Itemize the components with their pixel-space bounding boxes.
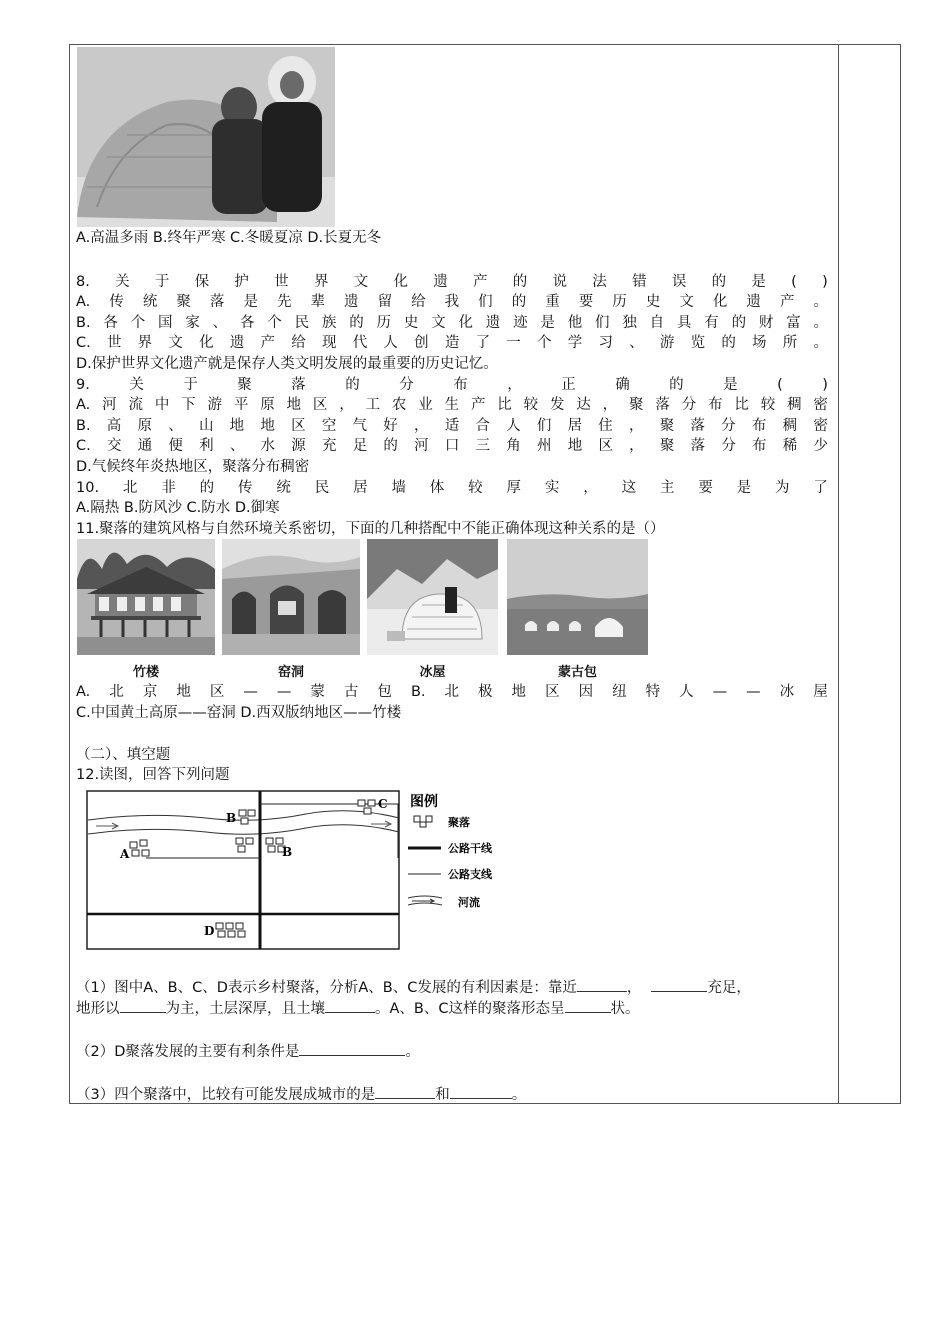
- q12-part2-text-a: （2）D聚落发展的主要有利条件是: [76, 1044, 300, 1060]
- text-char: 聚: [659, 418, 675, 434]
- text-char: 落: [291, 377, 306, 393]
- text-char: 产: [779, 294, 795, 310]
- legend-settlement: 聚落: [448, 816, 470, 829]
- text-char: 好: [383, 418, 398, 434]
- text-char: 原: [260, 397, 275, 413]
- text-char: 包: [377, 684, 392, 700]
- q9-stem: [76, 376, 828, 394]
- q12-part2-text-b: 。: [405, 1044, 420, 1060]
- text-char: 是: [540, 315, 555, 331]
- q12-part3-text-c: 。: [511, 1087, 527, 1103]
- text-char: B.: [410, 684, 426, 700]
- text-char: 的: [349, 315, 364, 331]
- text-char: 化: [458, 315, 473, 331]
- text-char: 区: [291, 418, 306, 434]
- text-char: 州: [537, 438, 552, 454]
- legend-branch-road: 公路支线: [448, 868, 492, 881]
- q9-option-a: [76, 396, 828, 414]
- text-char: 个: [267, 315, 282, 331]
- text-char: 分: [721, 418, 736, 434]
- q12-part1-text-e: 为主，土层深厚，且土壤: [165, 1001, 325, 1017]
- text-char: 源: [291, 438, 306, 454]
- text-char: 现: [321, 335, 337, 351]
- text-char: 说: [552, 274, 568, 290]
- text-char: 代: [352, 335, 368, 351]
- text-char: 河: [414, 438, 429, 454]
- map-label-c: C: [378, 797, 388, 811]
- text-char: 留: [377, 294, 393, 310]
- text-char: 化: [712, 294, 728, 310]
- text-char: 较: [468, 480, 483, 496]
- blank-city-2[interactable]: [450, 1084, 512, 1099]
- text-char: —: [712, 684, 728, 700]
- text-char: 生: [444, 397, 460, 413]
- text-char: 文: [353, 274, 369, 290]
- q12-part1-text-f: 。A、B、C这样的聚落形态呈: [375, 1001, 565, 1017]
- text-char: 8.: [76, 274, 90, 290]
- text-char: 地: [511, 684, 527, 700]
- q9-option-d: D.气候终年炎热地区，聚落分布稠密: [76, 459, 310, 475]
- text-char: 民: [294, 315, 310, 331]
- text-char: 落: [209, 294, 225, 310]
- text-char: 造: [444, 335, 460, 351]
- text-char: 历: [612, 294, 627, 310]
- igloo-children-photo: [77, 47, 335, 227]
- blank-soil[interactable]: [325, 998, 375, 1013]
- text-char: 区: [312, 397, 328, 413]
- text-char: 原: [137, 418, 152, 434]
- text-char: 比: [497, 397, 512, 413]
- text-char: B.: [76, 418, 91, 434]
- text-char: 交: [106, 438, 122, 454]
- text-char: 聚: [659, 438, 675, 454]
- text-char: 9.: [76, 377, 90, 393]
- text-char: 区: [598, 438, 613, 454]
- text-char: 于: [183, 377, 198, 393]
- text-char: 们: [478, 294, 493, 310]
- text-char: 达: [576, 397, 591, 413]
- text-char: 辈: [310, 294, 325, 310]
- text-char: 中: [154, 397, 170, 413]
- text-char: 、: [212, 315, 228, 331]
- text-char: 人: [383, 335, 398, 351]
- q9-option-c: [76, 437, 828, 455]
- text-char: 。: [813, 315, 828, 331]
- blank-d-condition[interactable]: [299, 1041, 405, 1056]
- text-char: 气: [352, 418, 368, 434]
- text-char: 的: [383, 438, 398, 454]
- text-char: 家: [185, 315, 200, 331]
- q12-part3-text-b: 和: [435, 1087, 450, 1103]
- text-char: 的: [669, 377, 684, 393]
- text-char: 足: [352, 438, 368, 454]
- text-char: 的: [721, 335, 736, 351]
- text-char: —: [276, 684, 292, 700]
- text-char: 业: [418, 397, 433, 413]
- text-char: 遗: [344, 294, 359, 310]
- text-char: 化: [199, 335, 214, 351]
- text-char: 充: [321, 438, 337, 454]
- text-char: ，: [507, 377, 522, 393]
- text-char: 界: [137, 335, 153, 351]
- text-char: 化: [393, 274, 408, 290]
- text-char: 文: [679, 294, 694, 310]
- text-char: 各: [103, 315, 118, 331]
- text-char: 聚: [237, 377, 252, 393]
- q9-option-b: [76, 417, 828, 435]
- text-char: 重: [545, 294, 560, 310]
- text-char: 农: [391, 397, 407, 413]
- text-char: 分: [721, 438, 736, 454]
- text-char: 独: [622, 315, 637, 331]
- question-table: [69, 44, 901, 1104]
- text-char: 极: [478, 684, 493, 700]
- text-char: 落: [690, 438, 706, 454]
- igloo-photo: [367, 539, 498, 655]
- caption-cave-dwelling: 窑洞: [277, 665, 304, 680]
- blank-terrain[interactable]: [120, 998, 166, 1013]
- text-char: 居: [567, 418, 583, 434]
- text-char: 览: [690, 335, 706, 351]
- text-char: ，: [339, 397, 354, 413]
- text-char: 确: [615, 377, 630, 393]
- text-char: 世: [106, 335, 122, 351]
- text-char: 遗: [746, 294, 761, 310]
- text-char: 高: [106, 418, 122, 434]
- legend-title: 图例: [410, 794, 438, 810]
- text-char: 蒙: [310, 684, 325, 700]
- text-char: 北: [122, 480, 138, 496]
- text-char: 因: [578, 684, 594, 700]
- text-char: 族: [321, 315, 337, 331]
- text-char: 个: [537, 335, 552, 351]
- text-char: 住: [598, 418, 613, 434]
- text-char: 落: [690, 418, 705, 434]
- q12-part3-text-a: （3）四个聚落中，比较有可能发展成城市的是: [76, 1087, 376, 1103]
- text-char: 世: [274, 274, 289, 290]
- text-char: 分: [399, 377, 414, 393]
- text-char: 落: [655, 397, 670, 413]
- text-char: 实: [544, 480, 560, 496]
- text-char: 三: [475, 438, 491, 454]
- text-char: 聚: [629, 397, 644, 413]
- text-char: 遗: [485, 315, 501, 331]
- text-char: 是: [751, 274, 766, 290]
- text-char: ，: [583, 480, 598, 496]
- text-char: 迹: [513, 315, 528, 331]
- text-char: 场: [752, 335, 767, 351]
- text-char: 北: [444, 684, 460, 700]
- q8-option-a: [76, 293, 828, 311]
- text-char: 少: [813, 438, 828, 454]
- text-char: 正: [561, 377, 576, 393]
- text-char: 北: [109, 684, 124, 700]
- legend-river: 河流: [458, 896, 480, 909]
- text-char: 特: [645, 684, 661, 700]
- section-fill-blank-title: （二）、填空题: [76, 747, 171, 763]
- text-char: 平: [233, 397, 249, 413]
- text-char: 较: [760, 397, 776, 413]
- text-char: 史: [645, 294, 661, 310]
- text-char: 为: [775, 480, 790, 496]
- bamboo-house-photo: [77, 539, 215, 655]
- text-char: 利: [199, 438, 214, 454]
- text-char: 游: [659, 335, 675, 351]
- text-char: 国: [158, 315, 173, 331]
- text-char: 这: [621, 480, 637, 496]
- text-char: 、: [629, 335, 644, 351]
- caption-bamboo-house: 竹楼: [132, 665, 159, 680]
- text-char: 遗: [229, 335, 245, 351]
- text-char: 误: [671, 274, 687, 290]
- blank-shape[interactable]: [565, 998, 611, 1013]
- text-char: 给: [291, 335, 306, 351]
- text-char: 学: [567, 335, 583, 351]
- text-char: 、: [168, 418, 183, 434]
- text-char: 稠: [782, 418, 798, 434]
- text-char: A.: [76, 397, 91, 413]
- q12-part1-text-d: 地形以: [76, 1001, 120, 1017]
- q11-stem: 11.聚落的建筑风格与自然环境关系密切，下面的几种搭配中不能正确体现这种关系的是（）: [76, 521, 665, 537]
- text-char: 地: [229, 418, 245, 434]
- text-char: 个: [130, 315, 146, 331]
- text-char: 是: [243, 294, 258, 310]
- text-char: 合: [475, 418, 490, 434]
- text-char: 界: [313, 274, 329, 290]
- text-char: 区: [209, 684, 225, 700]
- text-char: 财: [758, 315, 774, 331]
- caption-igloo: 冰屋: [419, 665, 446, 680]
- text-char: 们: [595, 315, 610, 331]
- text-char: 比: [734, 397, 749, 413]
- settlement-map: [86, 788, 536, 953]
- text-char: 布: [752, 438, 767, 454]
- q12-part2: [76, 1041, 420, 1061]
- text-char: 关: [129, 377, 144, 393]
- text-char: 冰: [779, 684, 795, 700]
- table-divider: [838, 45, 839, 1103]
- text-char: 传: [109, 294, 124, 310]
- text-char: 密: [813, 418, 828, 434]
- text-char: 文: [431, 315, 446, 331]
- text-char: 水: [260, 438, 276, 454]
- text-char: 工: [365, 397, 381, 413]
- text-char: 下: [181, 397, 196, 413]
- text-char: 人: [679, 684, 694, 700]
- text-char: 的: [711, 274, 727, 290]
- text-char: 墙: [391, 480, 406, 496]
- q8-option-c: [76, 334, 828, 352]
- text-char: 主: [659, 480, 675, 496]
- text-char: 们: [536, 418, 552, 434]
- text-char: B.: [76, 315, 91, 331]
- text-char: 布: [751, 418, 767, 434]
- text-char: 10.: [76, 480, 100, 496]
- text-char: 、: [229, 438, 245, 454]
- q8-stem: [76, 273, 828, 291]
- text-char: 的: [731, 315, 747, 331]
- text-char: 于: [154, 274, 170, 290]
- text-char: 山: [198, 418, 214, 434]
- text-char: 密: [813, 397, 828, 413]
- q12-stem: 12.读图，回答下列问题: [76, 767, 230, 783]
- q12-part1-text-g: 状。: [610, 1001, 640, 1017]
- text-char: 地: [260, 418, 275, 434]
- blank-city-1[interactable]: [375, 1084, 435, 1099]
- text-char: ，: [629, 418, 644, 434]
- text-char: 具: [676, 315, 692, 331]
- text-char: 护: [234, 274, 249, 290]
- text-char: 史: [403, 315, 419, 331]
- text-char: 稀: [782, 438, 798, 454]
- text-char: ): [822, 377, 828, 393]
- text-char: 历: [376, 315, 391, 331]
- text-char: 他: [567, 315, 583, 331]
- q12-part1-text-a: （1）图中A、B、C、D表示乡村聚落，分析A、B、C发展的有利因素是：靠近: [76, 980, 577, 996]
- text-char: 民: [314, 480, 330, 496]
- text-char: 产: [473, 274, 488, 290]
- text-char: 发: [549, 397, 565, 413]
- text-char: 聚: [176, 294, 191, 310]
- text-char: 通: [137, 438, 153, 454]
- text-char: ): [822, 274, 828, 290]
- text-char: 空: [321, 418, 337, 434]
- q11-options-cd: C.中国黄土高原——窑洞 D.西双版纳地区——竹楼: [76, 705, 402, 721]
- text-char: 统: [276, 480, 291, 496]
- text-char: ，: [602, 397, 618, 413]
- q11-options-ab: [76, 683, 828, 701]
- text-char: 统: [142, 294, 158, 310]
- text-char: 我: [444, 294, 460, 310]
- text-char: 非: [161, 480, 176, 496]
- map-label-b-south: B: [282, 845, 293, 859]
- text-char: 稠: [787, 397, 802, 413]
- text-char: 居: [353, 480, 368, 496]
- text-char: 法: [592, 274, 607, 290]
- text-char: 京: [142, 684, 158, 700]
- text-char: C.: [76, 335, 91, 351]
- text-char: 。: [813, 294, 828, 310]
- map-label-b-north: B: [226, 811, 237, 825]
- text-char: A.: [76, 684, 91, 700]
- q8-option-d: D.保护世界文化遗产就是保存人类文明发展的最重要的历史记忆。: [76, 356, 498, 372]
- text-char: 屋: [813, 684, 828, 700]
- text-char: 了: [813, 480, 828, 496]
- text-char: C.: [76, 438, 91, 454]
- text-char: 地: [567, 438, 583, 454]
- text-char: 传: [238, 480, 253, 496]
- legend-main-road: 公路干线: [448, 842, 492, 855]
- text-char: 。: [813, 335, 828, 351]
- text-char: 体: [429, 480, 445, 496]
- text-char: 古: [343, 684, 359, 700]
- text-char: 习: [598, 335, 613, 351]
- cave-dwelling-photo: [222, 539, 360, 655]
- text-char: 是: [736, 480, 752, 496]
- text-char: 所: [782, 335, 798, 351]
- text-char: 产: [470, 397, 486, 413]
- map-label-d: D: [204, 924, 215, 938]
- legend-settlement-icon: [414, 816, 432, 827]
- text-char: (: [791, 274, 797, 290]
- text-char: 遗: [433, 274, 448, 290]
- text-char: 区: [545, 684, 560, 700]
- text-char: 人: [506, 418, 521, 434]
- q8-option-b: [76, 314, 828, 332]
- q10-options: A.隔热 B.防风沙 C.防水 D.御寒: [76, 500, 280, 516]
- text-char: 各: [239, 315, 255, 331]
- text-char: 纽: [612, 684, 627, 700]
- text-char: 分: [681, 397, 697, 413]
- q12-part3: [76, 1084, 526, 1104]
- text-char: 较: [523, 397, 539, 413]
- text-char: ，: [629, 438, 644, 454]
- text-char: 流: [128, 397, 143, 413]
- q12-part1-line1: [76, 977, 751, 997]
- text-char: 游: [207, 397, 222, 413]
- text-char: —: [746, 684, 761, 700]
- text-char: 河: [102, 397, 117, 413]
- text-char: A.: [76, 294, 91, 310]
- q12-part1-text-c: 充足，: [707, 980, 751, 996]
- text-char: 适: [444, 418, 460, 434]
- text-char: 角: [506, 438, 521, 454]
- text-char: 要: [698, 480, 713, 496]
- blank-sufficient[interactable]: [651, 977, 707, 992]
- text-char: 厚: [506, 480, 522, 496]
- text-char: 富: [786, 315, 801, 331]
- map-label-a: A: [120, 847, 130, 861]
- text-char: ，: [413, 418, 429, 434]
- text-char: 的: [511, 294, 527, 310]
- text-char: 保: [194, 274, 210, 290]
- text-char: 是: [723, 377, 738, 393]
- text-char: 的: [512, 274, 528, 290]
- blank-near[interactable]: [577, 977, 627, 992]
- text-char: 了: [475, 335, 491, 351]
- caption-yurt: 蒙古包: [557, 665, 597, 680]
- text-char: 布: [453, 377, 468, 393]
- text-char: 要: [578, 294, 594, 310]
- text-char: 给: [411, 294, 426, 310]
- text-char: 的: [199, 480, 215, 496]
- text-char: (: [777, 377, 783, 393]
- text-char: 口: [444, 438, 460, 454]
- text-char: 先: [276, 294, 292, 310]
- yurt-photo: [507, 539, 648, 655]
- text-char: 地: [176, 684, 191, 700]
- text-char: 关: [115, 274, 130, 290]
- text-char: 的: [345, 377, 360, 393]
- text-char: 一: [506, 335, 521, 351]
- text-char: 创: [414, 335, 429, 351]
- q7-options: A.高温多雨 B.终年严寒 C.冬暖夏凉 D.长夏无冬: [76, 230, 382, 246]
- legend-river-symbol: [408, 896, 442, 905]
- text-char: 文: [168, 335, 183, 351]
- text-char: 地: [286, 397, 302, 413]
- text-char: 错: [632, 274, 647, 290]
- q12-part1-line2: [76, 998, 640, 1018]
- text-char: 有: [704, 315, 719, 331]
- q10-stem: [76, 479, 828, 497]
- text-char: 布: [708, 397, 723, 413]
- text-char: 便: [168, 438, 183, 454]
- text-char: 产: [260, 335, 276, 351]
- text-char: —: [243, 684, 258, 700]
- text-char: 自: [649, 315, 665, 331]
- q12-part1-text-b: ，: [626, 980, 642, 996]
